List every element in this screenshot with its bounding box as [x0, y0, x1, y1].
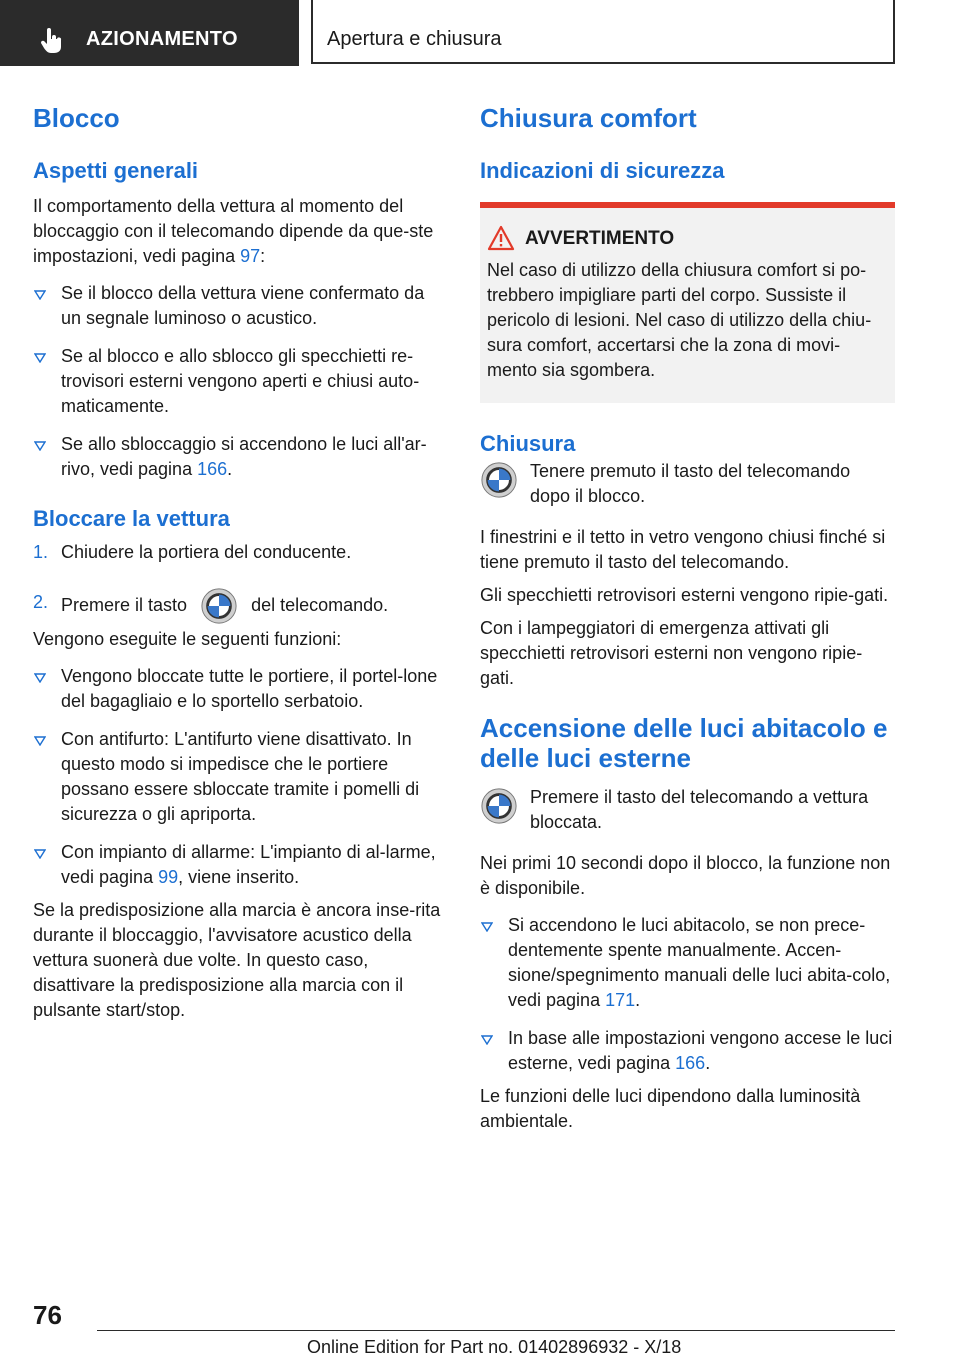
key-instruction-chiusura — [480, 459, 895, 509]
step-text: Chiudere la portiera del conducente. — [61, 542, 352, 562]
page-link[interactable]: 97 — [240, 246, 261, 266]
intro-text: Il comportamento della vettura al momento del bloccaggio con il telecomando dipende da que-ste impostazioni, vedi pagina — [33, 196, 434, 266]
heading-indicazioni-sicurezza: Indicazioni di sicurezza — [480, 158, 725, 183]
functions-intro: Vengono eseguite le seguenti funzioni: — [33, 629, 342, 649]
warning-header — [487, 228, 889, 250]
heading-bloccare-vettura: Bloccare la vettura — [33, 506, 230, 531]
list-item — [33, 727, 445, 827]
hand-pointer-icon — [40, 28, 64, 54]
bullet-triangle-icon — [34, 673, 46, 683]
right-column — [480, 100, 895, 1134]
step-number: 1. — [33, 542, 49, 562]
page-link[interactable]: 166 — [197, 459, 228, 479]
functions-list — [33, 664, 445, 890]
page-header — [0, 0, 960, 66]
list-item-text: Se al blocco e allo sblocco gli specchietti re-trovisori esterni vengono aperti e chiusi auto-maticamente. — [61, 346, 420, 416]
warning-text: Nel caso di utilizzo della chiusura comfort si po-trebbero impigliare parti del corpo. Sussiste il pericolo di lesioni. Nel caso di utilizzo della chiu-sura comfort, accertarsi che la zona di movi-mento sia sgombera. — [487, 260, 872, 380]
step-text: Premere il tasto — [61, 594, 188, 615]
footer-edition: Online Edition for Part no. 01402896932 - X/18 — [307, 1337, 682, 1357]
key-instruction-text: Premere il tasto del telecomando a vettura bloccata. — [530, 787, 869, 832]
list-item-text: Con impianto di allarme: L'impianto di al-larme, vedi pagina — [61, 842, 436, 887]
heading-aspetti-generali: Aspetti generali — [33, 158, 199, 183]
list-item-text: Se il blocco della vettura viene confermato da un segnale luminoso o acustico. — [61, 283, 425, 328]
bullet-triangle-icon — [34, 290, 46, 300]
page-link[interactable]: 99 — [158, 867, 179, 887]
list-item-after: . — [705, 1053, 711, 1073]
step-item — [33, 540, 445, 565]
list-item-text: In base alle impostazioni vengono accese le luci esterne, vedi pagina — [508, 1028, 893, 1073]
settings-list — [33, 281, 445, 482]
heading-chiusura: Chiusura — [480, 431, 576, 456]
paragraph-finestrini: I finestrini e il tetto in vetro vengono chiusi finché si tiene premuto il tasto del telecomando. — [480, 527, 886, 572]
warning-triangle-icon — [487, 225, 515, 251]
chapter-title: Apertura e chiusura — [327, 28, 502, 50]
lock-key-icon — [200, 587, 238, 625]
heading-blocco: Blocco — [33, 103, 120, 133]
step-text-after: del telecomando. — [251, 594, 389, 615]
key-instruction-accensione — [480, 785, 895, 835]
list-item-text: Si accendono le luci abitacolo, se non prece-dentemente spente manualmente. Accen-sione/spegnimento manuali delle luci abita-colo, vedi pagina — [508, 915, 891, 1010]
bullet-triangle-icon — [34, 441, 46, 451]
step-number: 2. — [33, 592, 49, 612]
left-column — [33, 100, 445, 1023]
list-item — [33, 344, 445, 419]
footer-divider — [97, 1330, 895, 1331]
heading-accensione-luci: Accensione delle luci abitacolo e delle luci esterne — [480, 713, 888, 773]
bullet-triangle-icon — [481, 922, 493, 932]
chapter-tab — [311, 0, 895, 64]
paragraph-primi-secondi: Nei primi 10 secondi dopo il blocco, la funzione non è disponibile. — [480, 853, 891, 898]
remote-key-icon — [480, 461, 518, 499]
intro-paragraph — [33, 194, 445, 269]
section-title: AZIONAMENTO — [86, 28, 238, 50]
remote-key-icon — [480, 787, 518, 825]
lights-list — [480, 913, 895, 1076]
key-instruction-text: Tenere premuto il tasto del telecomando dopo il blocco. — [530, 461, 851, 506]
list-item — [480, 913, 895, 1013]
page-number: 76 — [33, 1300, 62, 1330]
warning-box — [480, 202, 895, 403]
intro-end: : — [260, 246, 266, 266]
closing-paragraph: Se la predisposizione alla marcia è ancora inse-rita durante il bloccaggio, l'avvisatore acustico della vettura suonerà due volte. In questo caso, disattivare la predisposizione alla marcia con il pulsante start/stop. — [33, 900, 441, 1020]
paragraph-lampeggiatori: Con i lampeggiatori di emergenza attivati gli specchietti retrovisori esterni non vengono ripie-gati. — [480, 618, 863, 688]
list-item — [33, 432, 445, 482]
section-tab — [0, 0, 299, 66]
bullet-triangle-icon — [34, 849, 46, 859]
list-item — [480, 1026, 895, 1076]
bullet-triangle-icon — [34, 353, 46, 363]
list-item-text: Vengono bloccate tutte le portiere, il portel-lone del bagagliaio e lo sportello serbatoio. — [61, 666, 438, 711]
list-item — [33, 840, 445, 890]
list-item-after: . — [227, 459, 233, 479]
step-item — [33, 587, 445, 625]
warning-title: AVVERTIMENTO — [525, 228, 675, 249]
paragraph-specchietti: Gli specchietti retrovisori esterni vengono ripie-gati. — [480, 585, 889, 605]
list-item-text: Se allo sbloccaggio si accendono le luci all'ar-rivo, vedi pagina — [61, 434, 427, 479]
list-item-text: Con antifurto: L'antifurto viene disattivato. In questo modo si impedisce che le portiere possano essere sbloccate tramite i pomelli di sicurezza o gli apriporta. — [61, 729, 420, 824]
steps-list — [33, 540, 445, 625]
heading-chiusura-comfort: Chiusura comfort — [480, 103, 697, 133]
list-item-after: , viene inserito. — [178, 867, 300, 887]
bullet-triangle-icon — [481, 1035, 493, 1045]
list-item-after: . — [635, 990, 641, 1010]
page-link[interactable]: 166 — [675, 1053, 706, 1073]
paragraph-funzioni-luci: Le funzioni delle luci dipendono dalla luminosità ambientale. — [480, 1086, 861, 1131]
list-item — [33, 281, 445, 331]
list-item — [33, 664, 445, 714]
bullet-triangle-icon — [34, 736, 46, 746]
page-link[interactable]: 171 — [605, 990, 636, 1010]
